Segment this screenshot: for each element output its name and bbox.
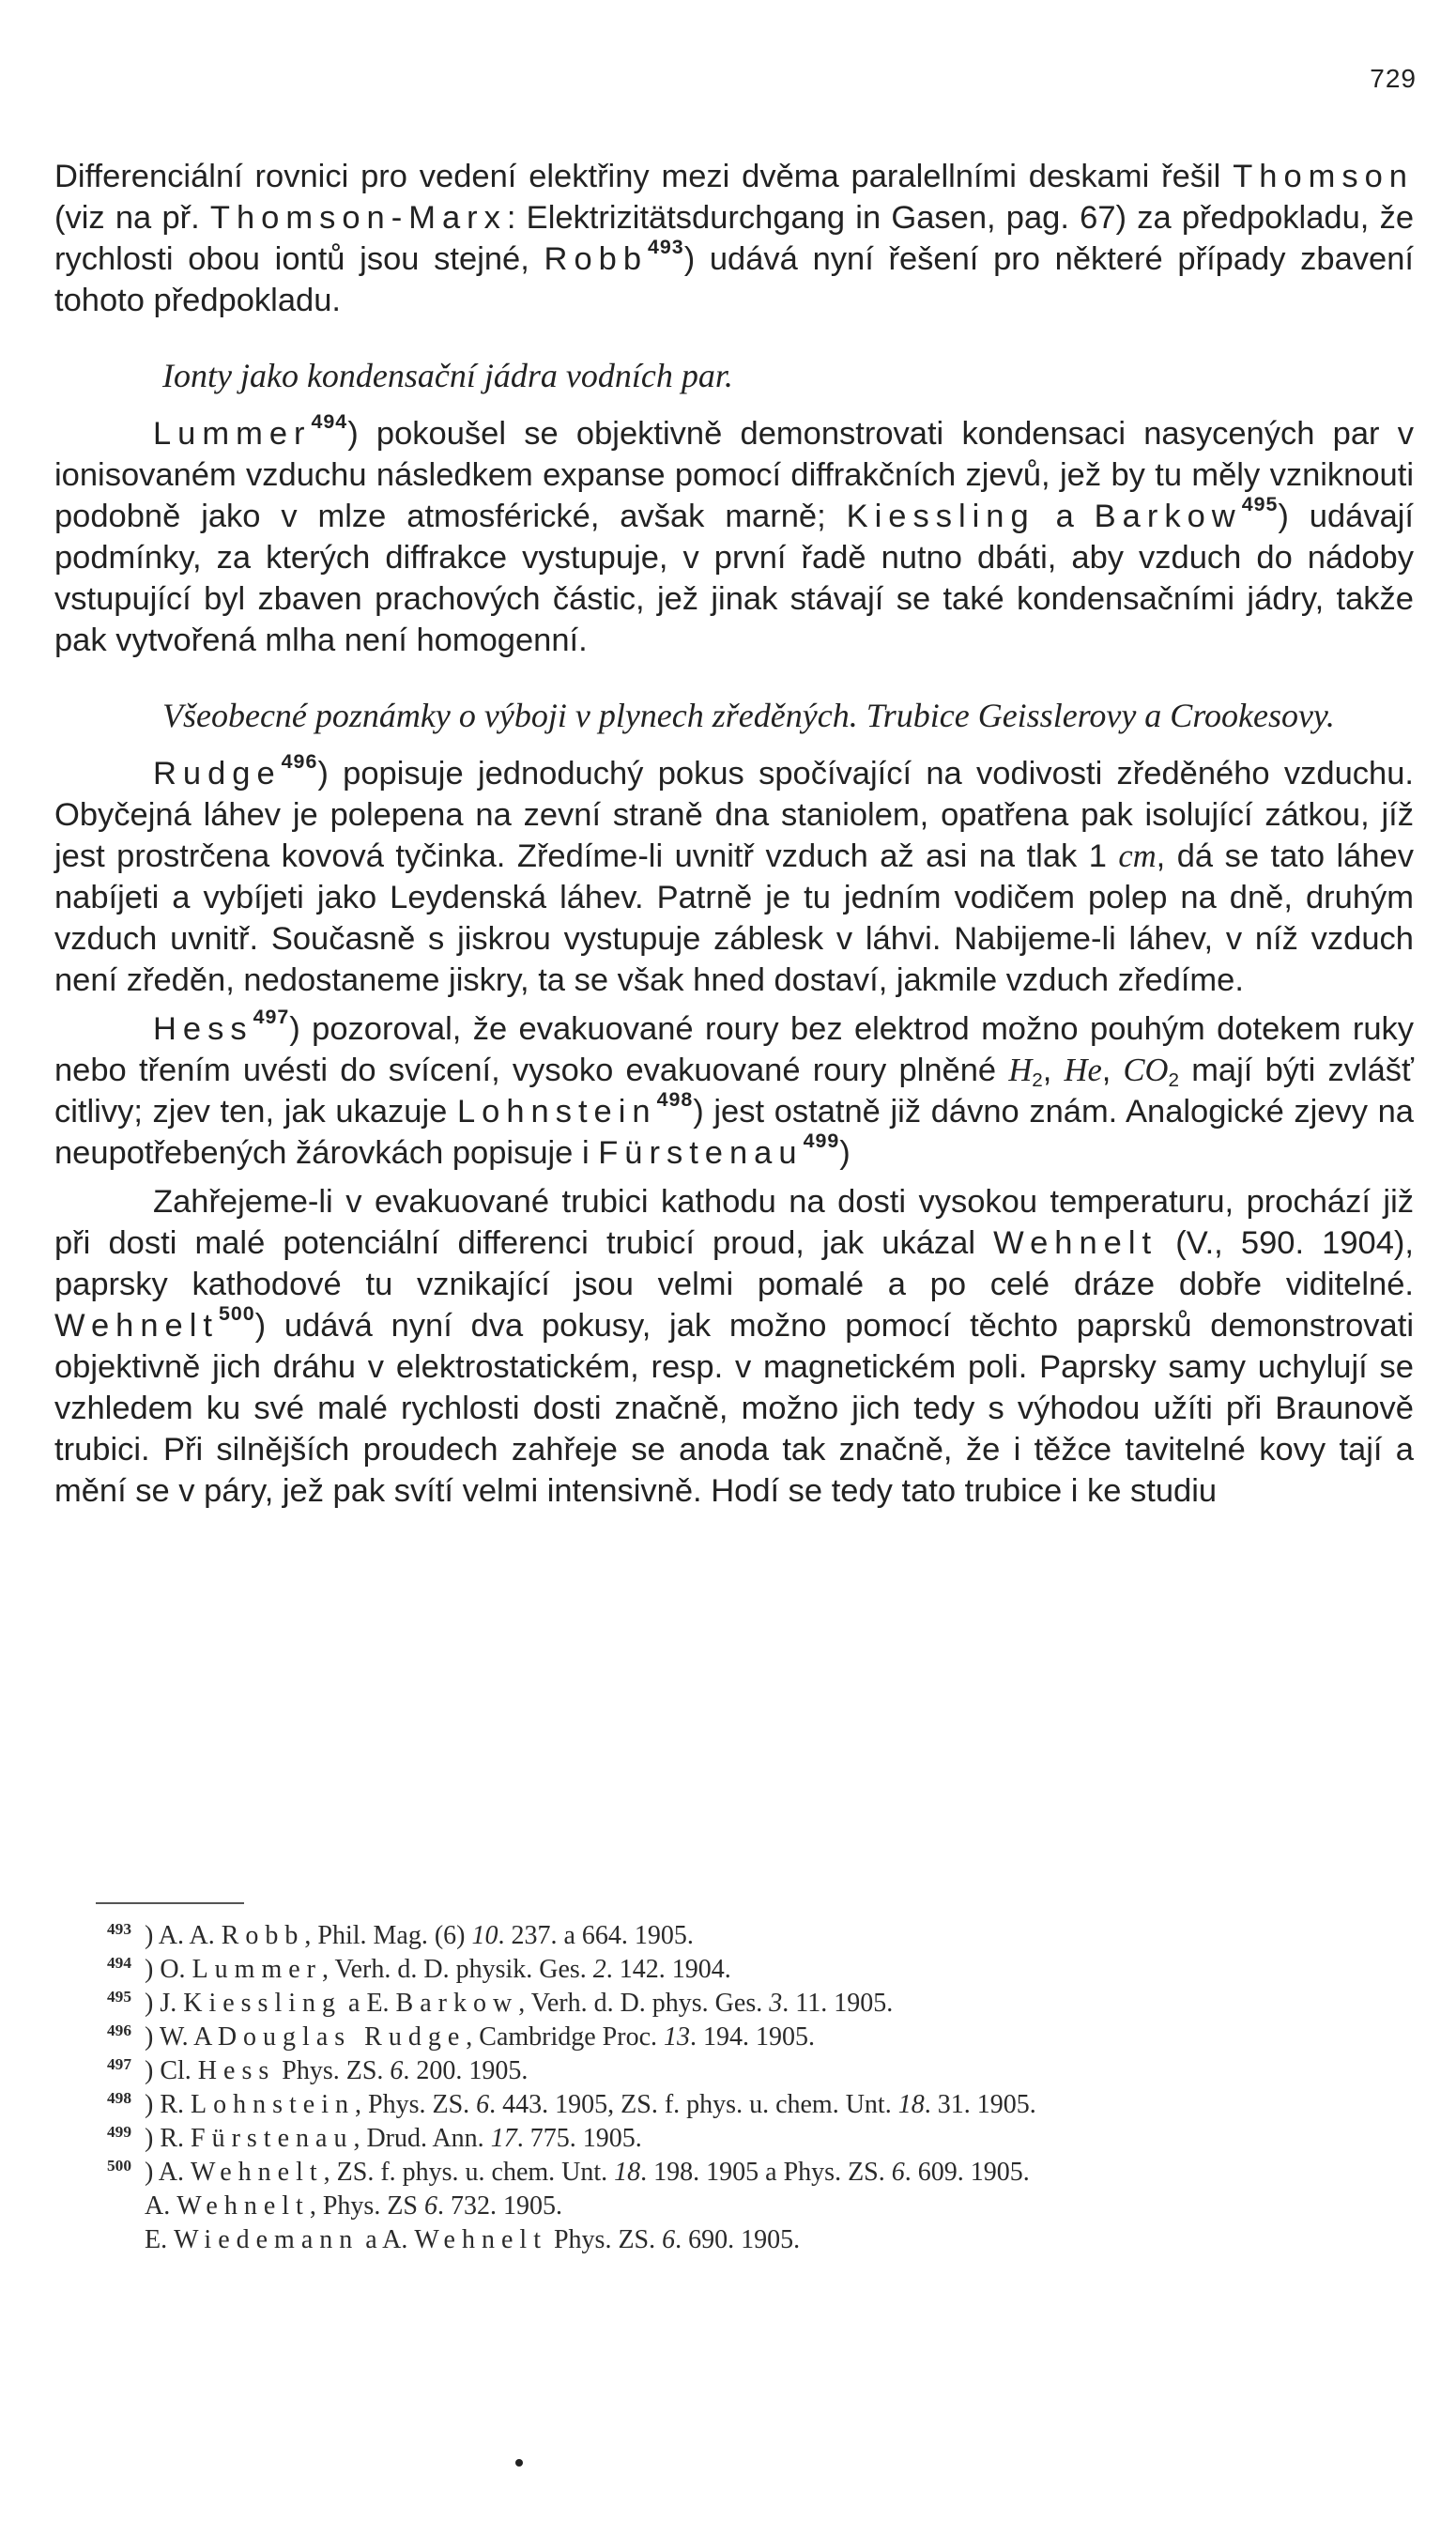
paragraph-2 <box>54 409 1415 661</box>
footnote-author: Hess <box>197 2056 276 2085</box>
footnote-author: Robb <box>221 1921 305 1950</box>
formula: H <box>1008 1053 1033 1088</box>
text-run: ) pozoroval, že evakuované roury bez elektrod možno pouhým dotekem ruky nebo třením uvésti do svícení, vysoko evakuované roury plněné <box>54 1011 1414 1088</box>
text-run: ) popisuje jednoduchý pokus spočívající na vodivosti zředěného vzduchu. Obyčejná láhev je polepena na zevní straně dna staniolem, opatřena pak isolující zátkou, jíž jest prostrčena kovová tyčinka. Zředíme-li uvnitř vzduch až asi na tlak 1 <box>54 756 1414 874</box>
author-name: Fürstenau <box>598 1135 804 1171</box>
footnote-volume: 17 <box>490 2124 517 2153</box>
footnote-volume: 10 <box>471 1921 498 1950</box>
footnote-text: , Drud. Ann. <box>353 2124 491 2153</box>
footnote-text: R. <box>160 2124 192 2153</box>
footnote-text: . 690. 1905. <box>675 2225 801 2254</box>
footnote-volume: 6 <box>476 2090 490 2119</box>
footnote-ref: 493 <box>648 235 684 258</box>
footnote-text: , Phys. ZS <box>309 2191 424 2221</box>
author-name: Wehnelt <box>993 1225 1158 1261</box>
footnote-author: Fürstenau <box>191 2124 354 2153</box>
footnote <box>54 2223 1414 2257</box>
footnote-text: W. A <box>159 2022 218 2052</box>
footnote-text: . 200. 1905. <box>403 2056 529 2085</box>
footnote-ref: 494 <box>311 409 348 433</box>
footnote-volume: 6 <box>891 2158 905 2187</box>
footnote-text: , ZS. f. phys. u. chem. Unt. <box>323 2158 615 2187</box>
section-heading: Ionty jako kondensační jádra vodních par. <box>162 357 733 394</box>
footnote-author: Barkow <box>395 1989 519 2018</box>
footnote-number-paren: ) <box>145 2090 154 2119</box>
footnote-ref: 495 <box>1241 492 1279 515</box>
text-run: ) <box>839 1135 851 1171</box>
paragraph-4 <box>54 1005 1414 1174</box>
text-run: a <box>1035 499 1095 534</box>
author-name: Hess <box>153 1011 253 1047</box>
spacer <box>54 661 1414 695</box>
footnote-text: J. <box>160 1989 184 2018</box>
footnote-volume: 13 <box>664 2022 691 2052</box>
formula-subscript: 2 <box>1032 1069 1043 1092</box>
text-run: ) udává nyní dva pokusy, jak možno pomocí těchto paprsků demonstrovati objektivně jich dráhu v elektrostatickém, resp. v magnetickém poli. Paprsky samy uchylují se vzhledem ku své malé rychlosti dosti značně, možno jich tedy s výhodou užíti při Braunově trubici. Při silnějších proudech zahřeje se anoda tak značně, že i těžce tavitelné kovy tají a mění se v páry, jež pak svítí velmi intensivně. Hodí se tedy tato trubice i ke studiu <box>54 1308 1414 1509</box>
footnote-number-paren: ) <box>145 2056 154 2085</box>
footnote: 493 ) A. A. Robb, Phil. Mag. (6) 10. 237. a 664. 1905. <box>107 1919 694 1950</box>
footnote-text: . 194. 1905. <box>690 2022 816 2052</box>
spacer <box>54 736 1414 753</box>
footnote-text: R. <box>160 2090 192 2119</box>
footnote-volume: 6 <box>662 2225 676 2254</box>
text-run: mají býti zvlášť citlivy; zjev ten, jak ukazuje <box>54 1053 1414 1130</box>
footnote-text: , Verh. d. D. phys. Ges. <box>518 1989 770 2018</box>
author-name: Kiessling <box>846 499 1035 534</box>
footnote-text: O. <box>160 1955 192 1984</box>
formula: CO <box>1123 1053 1169 1088</box>
ink-dot <box>515 2459 523 2467</box>
footnote-text: . 142. 1904. <box>605 1955 731 1984</box>
author-name: Thomson <box>1233 159 1414 194</box>
footnote: 497 ) Cl. Hess Phys. ZS. 6. 200. 1905. <box>107 2054 529 2085</box>
author-name: Robb <box>544 241 649 277</box>
footnote-text: a A. <box>359 2225 415 2254</box>
paragraph-5 <box>54 1181 1414 1512</box>
footnote-ref: 499 <box>803 1129 840 1152</box>
footnote-text: , Verh. d. D. physik. Ges. <box>321 1955 593 1984</box>
footnote-text: A. <box>145 2191 177 2221</box>
footnote <box>54 2190 1414 2223</box>
text-run: (viz na př. <box>54 200 210 236</box>
footnote-ref: 498 <box>656 1087 694 1111</box>
footnote-text: Phys. ZS. <box>275 2056 391 2085</box>
footnote: 498 ) R. Lohnstein, Phys. ZS. 6. 443. 1905, ZS. f. phys. u. chem. Unt. 18. 31. 1905. <box>107 2088 1036 2119</box>
spacer <box>54 396 1414 413</box>
spacer <box>54 321 1414 355</box>
footnote-number-paren: ) <box>145 1955 154 1984</box>
footnote-number-paren: ) <box>145 2158 154 2187</box>
footnote-text: E. <box>145 2225 175 2254</box>
text-run: : Elektrizitätsdurchgang in Gasen, pag. 67) za předpokladu, že rychlosti obou iontů jsou stejné, <box>54 200 1415 277</box>
formula-subscript: 2 <box>1168 1069 1179 1092</box>
footnote-text: . 198. 1905 a Phys. ZS. <box>640 2158 892 2187</box>
text-run: ) udávají podmínky, za kterých diffrakce vystupuje, v první řadě nutno dbáti, aby vzduch do nádoby vstupující byl zbaven prachových částic, jež jinak stávají se také kondensačními jádry, takže pak vytvořená mlha není homogenní. <box>54 499 1415 658</box>
footnote-author: Wiedemann <box>174 2225 360 2254</box>
author-name: Barkow <box>1094 499 1242 534</box>
footnotes <box>54 1919 1414 2257</box>
footnote-author: Lummer <box>192 1955 322 1984</box>
footnote-author: Wehnelt <box>191 2158 324 2187</box>
author-name: Lummer <box>153 416 312 452</box>
text-run: (V., 590. 1904), paprsky kathodové tu vznikající jsou velmi pomalé a po celé dráze dobře viditelné. <box>54 1225 1414 1302</box>
footnote-text: , Cambridge Proc. <box>466 2022 665 2052</box>
footnote-number-paren: ) <box>145 1989 154 2018</box>
text-run: Differenciální rovnici pro vedení elektřiny mezi dvěma paralellními deskami řešil <box>54 159 1234 194</box>
author-name: Rudge <box>153 756 282 792</box>
footnote-text: A. <box>158 2158 192 2187</box>
text-run: ) udává nyní řešení pro některé případy zbavení tohoto předpokladu. <box>54 241 1415 318</box>
footnote-author: Wehnelt <box>414 2225 547 2254</box>
footnote-number-paren: ) <box>145 2124 154 2153</box>
text-run: , <box>1042 1053 1065 1088</box>
footnote-volume: 18 <box>614 2158 641 2187</box>
author-name: Thomson-Marx <box>209 200 507 236</box>
footnote-text: A. A. <box>158 1921 222 1950</box>
footnote-text: . 775. 1905. <box>516 2124 642 2153</box>
footnote-ref: 497 <box>253 1005 290 1028</box>
footnote: 500 ) A. Wehnelt, ZS. f. phys. u. chem. Unt. 18. 198. 1905 a Phys. ZS. 6. 609. 1905. <box>107 2156 1030 2187</box>
spacer <box>54 1174 1414 1181</box>
footnote-text: . 11. 1905. <box>782 1989 894 2018</box>
footnote-author: Douglas Rudge <box>217 2022 467 2052</box>
footnote: 496 ) W. A Douglas Rudge, Cambridge Proc. 13. 194. 1905. <box>107 2021 816 2052</box>
section-heading: Všeobecné poznámky o výboji v plynech zředěných. Trubice Geisslerovy a Crookesovy. <box>162 697 1335 734</box>
footnote-text: Phys. ZS. <box>546 2225 663 2254</box>
author-name: Wehnelt <box>54 1308 219 1344</box>
footnote-volume: 6 <box>424 2191 437 2221</box>
text-run: , dá se tato láhev nabíjeti a vybíjeti jako Leydenská láhev. Patrně je tu jedním vodičem polep na dně, druhým vzduch uvnitř. Současně s jiskrou vystupuje záblesk v láhvi. Nabijeme-li láhev, v níž vzduch není zředěn, nedostaneme jiskry, ta se však hned dostaví, jakmile vzduch zředíme. <box>54 838 1414 998</box>
paragraph-1 <box>54 156 1414 321</box>
text-run: ) pokoušel se objektivně demonstrovati kondensaci nasycených par v ionisovaném vzduchu následkem expanse pomocí diffrakčních zjevů, jež by tu měly vzniknouti podobně jako v mlze atmosférické, avšak marně; <box>54 416 1414 534</box>
unit-italic: cm <box>1118 838 1157 874</box>
author-name: Lohnstein <box>456 1094 657 1130</box>
footnote-ref: 496 <box>281 749 318 773</box>
footnote-author: Kiessling <box>183 1989 343 2018</box>
footnote-text: a E. <box>342 1989 396 2018</box>
footnote-text: . 609. 1905. <box>904 2158 1030 2187</box>
formula: He <box>1064 1053 1102 1088</box>
footnote-volume: 2 <box>592 1955 606 1984</box>
footnote-text: . 732. 1905. <box>437 2191 562 2221</box>
footnote: 495 ) J. Kiessling a E. Barkow, Verh. d. D. phys. Ges. 3. 11. 1905. <box>107 1987 894 2018</box>
paragraph-3 <box>54 749 1414 1001</box>
footnote-number-paren: ) <box>145 1921 154 1950</box>
footnote-text: , Phil. Mag. (6) <box>304 1921 472 1950</box>
footnote-text: Cl. <box>160 2056 198 2085</box>
footnote-text: . 237. a 664. 1905. <box>498 1921 694 1950</box>
footnote: 499 ) R. Fürstenau, Drud. Ann. 17. 775. 1905. <box>107 2122 642 2153</box>
footnote-volume: 6 <box>390 2056 404 2085</box>
footnote-text: . 443. 1905, ZS. f. phys. u. chem. Unt. <box>489 2090 898 2119</box>
text-run: ) jest ostatně již dávno znám. Analogické zjevy na neupotřebených žárovkách popisuje i <box>54 1094 1414 1171</box>
body-text <box>54 156 1414 1512</box>
footnote-number-paren: ) <box>145 2022 154 2052</box>
page-number: 729 <box>1370 64 1417 93</box>
footnote-divider <box>96 1902 244 1904</box>
text-run: , <box>1101 1053 1124 1088</box>
footnote: 494 ) O. Lummer, Verh. d. D. physik. Ges. 2. 142. 1904. <box>107 1953 731 1984</box>
footnote-text: . 31. 1905. <box>924 2090 1036 2119</box>
footnote-author: Lohnstein <box>191 2090 356 2119</box>
footnote-text: , Phys. ZS. <box>355 2090 477 2119</box>
footnote-volume: 18 <box>897 2090 925 2119</box>
footnote-volume: 3 <box>769 1989 783 2018</box>
text-run: Zahřejeme-li v evakuované trubici kathodu na dosti vysokou temperaturu, prochází již při dosti malé potenciální differenci trubicí proud, jak ukázal <box>54 1184 1414 1261</box>
footnote-ref: 500 <box>218 1301 255 1325</box>
footnote-author: Wehnelt <box>176 2191 310 2221</box>
